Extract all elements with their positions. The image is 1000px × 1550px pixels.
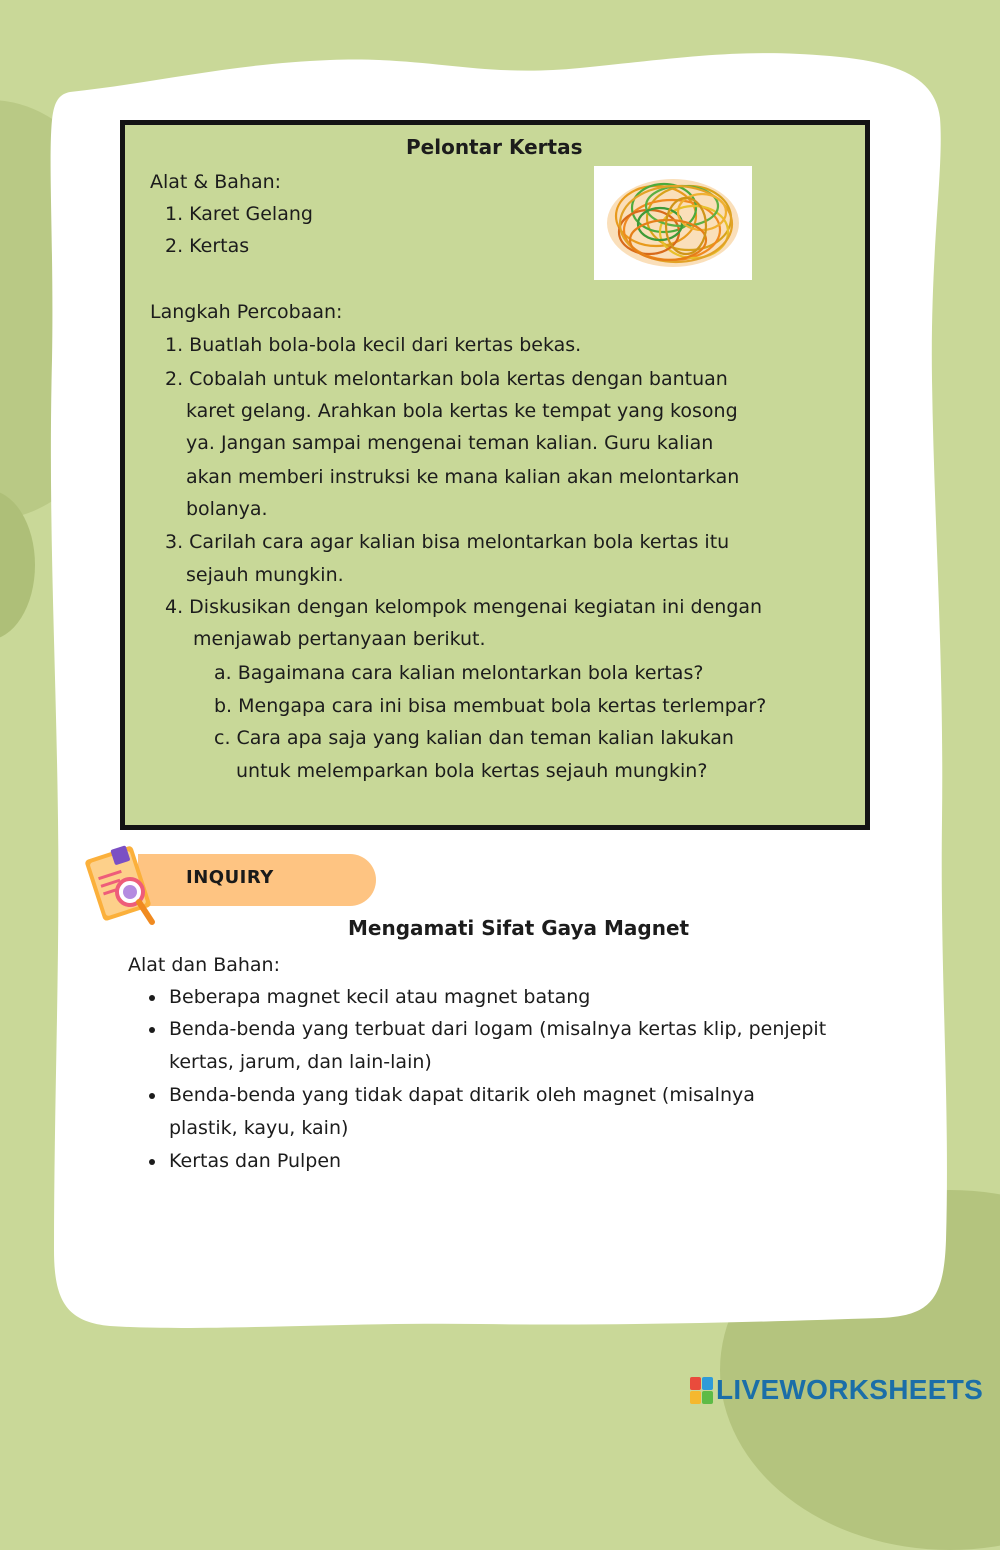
step-line: 1. Buatlah bola-bola kecil dari kertas bekas. — [165, 334, 582, 356]
question-line: c. Cara apa saja yang kalian dan teman kalian lakukan — [214, 727, 734, 749]
step-line: 3. Carilah cara agar kalian bisa melontarkan bola kertas itu — [165, 531, 730, 553]
tools-heading: Alat & Bahan: — [150, 171, 282, 193]
liveworksheets-logo[interactable] — [690, 1374, 983, 1406]
list-item-continuation: plastik, kayu, kain) — [169, 1117, 349, 1139]
step-line: ya. Jangan sampai mengenai teman kalian. Guru kalian — [186, 432, 714, 454]
list-item: Beberapa magnet kecil atau magnet batang — [169, 986, 591, 1008]
list-item: Kertas dan Pulpen — [169, 1150, 342, 1172]
inquiry-title: Mengamati Sifat Gaya Magnet — [348, 916, 690, 940]
step-line: akan memberi instruksi ke mana kalian akan melontarkan — [186, 466, 740, 488]
brand-name: LIVEWORKSHEETS — [716, 1374, 984, 1405]
tool-item: 2. Kertas — [165, 235, 250, 257]
tool-item: 1. Karet Gelang — [165, 203, 313, 225]
question-line: b. Mengapa cara ini bisa membuat bola kertas terlempar? — [214, 695, 767, 717]
inquiry-tools-heading: Alat dan Bahan: — [128, 954, 280, 976]
step-line: karet gelang. Arahkan bola kertas ke tempat yang kosong — [186, 400, 738, 422]
step-line: 2. Cobalah untuk melontarkan bola kertas dengan bantuan — [165, 368, 728, 390]
question-line: untuk melemparkan bola kertas sejauh mungkin? — [236, 760, 708, 782]
rubber-bands-image — [594, 166, 752, 280]
step-line: 4. Diskusikan dengan kelompok mengenai kegiatan ini dengan — [165, 596, 763, 618]
step-line: menjawab pertanyaan berikut. — [193, 628, 486, 650]
question-line: a. Bagaimana cara kalian melontarkan bola kertas? — [214, 662, 704, 684]
step-line: bolanya. — [186, 498, 268, 520]
step-line: sejauh mungkin. — [186, 564, 344, 586]
list-item-continuation: kertas, jarum, dan lain-lain) — [169, 1051, 432, 1073]
list-item: Benda-benda yang terbuat dari logam (misalnya kertas klip, penjepit — [169, 1018, 827, 1040]
inquiry-tab-label: INQUIRY — [186, 867, 274, 888]
list-item: Benda-benda yang tidak dapat ditarik oleh magnet (misalnya — [169, 1084, 755, 1106]
steps-heading: Langkah Percobaan: — [150, 301, 343, 323]
liveworksheets-icon — [690, 1377, 712, 1403]
activity-title: Pelontar Kertas — [406, 135, 583, 159]
document-magnifier-icon — [78, 836, 168, 936]
